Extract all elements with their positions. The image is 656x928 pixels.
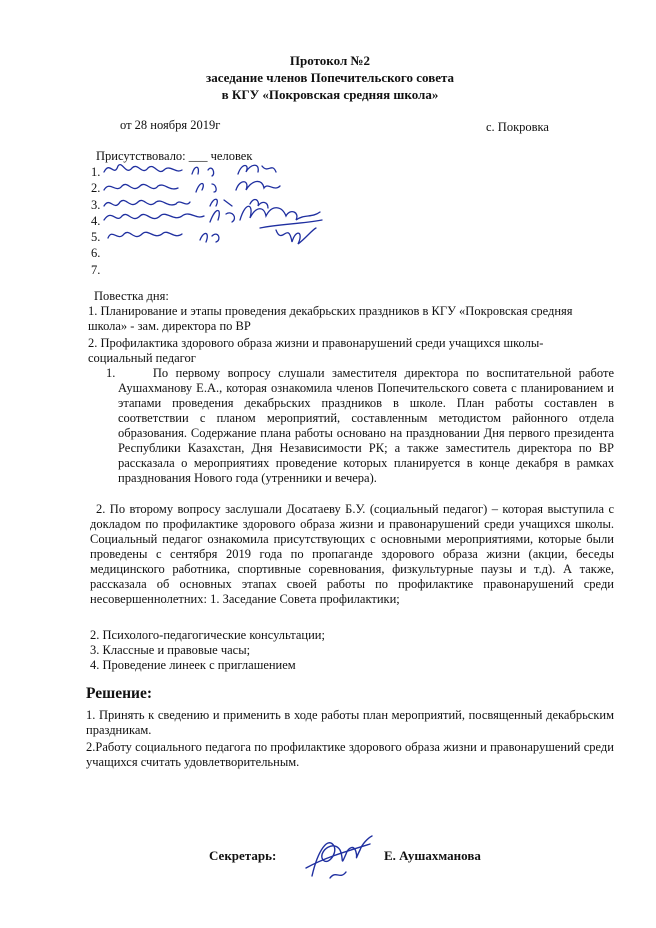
discussion-paragraph-2: 2. По второму вопросу заслушали Досатаеву Б.У. (социальный педагог) – которая выступила с докладом по профилактике здорового образа жизни и правонарушений среди учащихся школы. Социальный педагог ознакомила присутствующих с основными мероприятиями, которые были проведены с сентября 2019 года по пропаганде здорового образа жизни (акции, беседы медицинского работника, спортивные соревнования, физкультурные паузы и т.д). А также, рассказала об основных этапах своей работы по профилактике правонарушений среди несовершеннолетних: 1. Заседание Совета профилактики; (90, 502, 614, 606)
decision-heading: Решение: (86, 685, 153, 702)
attendance-number: 5. (91, 230, 101, 245)
attendance-number: 7. (91, 262, 101, 277)
attendance-number: 4. (91, 213, 101, 228)
agenda-title: Повестка дня: (94, 289, 169, 303)
attendance-number: 2. (91, 181, 101, 196)
meeting-place: с. Покровка (486, 120, 549, 134)
title-line-2: заседание членов Попечительского совета (205, 70, 455, 85)
title-line-1: Протокол №2 (289, 53, 371, 68)
attendance-number: 1. (91, 165, 101, 179)
secretary-label: Секретарь: (209, 848, 277, 863)
title-line-3: в КГУ «Покровская средняя школа» (221, 87, 439, 102)
document-title (130, 52, 530, 103)
decision-item-2: 2.Работу социального педагога по профилактике здорового образа жизни и правонарушений среди учащихся считать удовлетворительным. (86, 740, 614, 769)
agenda-item-2-line-1: 2. Профилактика здорового образа жизни и правонарушений среди учащихся школы- (88, 336, 544, 350)
attendance-number: 3. (91, 197, 101, 212)
measures-list-item-2: 2. Психолого-педагогические консультации; (90, 628, 325, 642)
secretary-name: Е. Аушахманова (384, 848, 481, 863)
meeting-date: от 28 ноября 2019г (120, 118, 221, 132)
handwritten-names-signatures (100, 158, 360, 248)
secretary-signature (300, 828, 380, 886)
agenda-item-2-line-2: социальный педагог (88, 351, 196, 365)
measures-list-item-4: 4. Проведение линеек с приглашением (90, 658, 296, 672)
agenda-item-1-line-2: школа» - зам. директора по ВР (88, 319, 251, 333)
decision-item-1: 1. Принять к сведению и применить в ходе работы план мероприятий, посвященный декабрьским праздникам. (86, 708, 614, 737)
attendance-number: 6. (91, 246, 101, 261)
attendance-list (91, 164, 100, 278)
attendance-label: Присутствовало: ___ человек (96, 149, 253, 163)
agenda-item-1-line-1: 1. Планирование и этапы проведения декабрьских праздников в КГУ «Покровская средняя (88, 304, 573, 318)
measures-list-item-3: 3. Классные и правовые часы; (90, 643, 251, 657)
discussion-paragraph-1: 1. По первому вопросу слушали заместителя директора по воспитательной работе Аушахманову Е.А., которая ознакомила членов Попечительского совета с планированием и этапами проведения декабрьских праздников в школе. План работы составлен в соответствии с планом мероприятий, составленным методистом районного отдела образования. Содержание плана работы основано на праздновании Дня первого президента Республики Казахстан, Дня Независимости РК; а также заместитель директора по ВР рассказала о мероприятиях проведение которых планируется в конце декабря в рамках празднования Нового года (утренники и вечера). (106, 366, 614, 485)
